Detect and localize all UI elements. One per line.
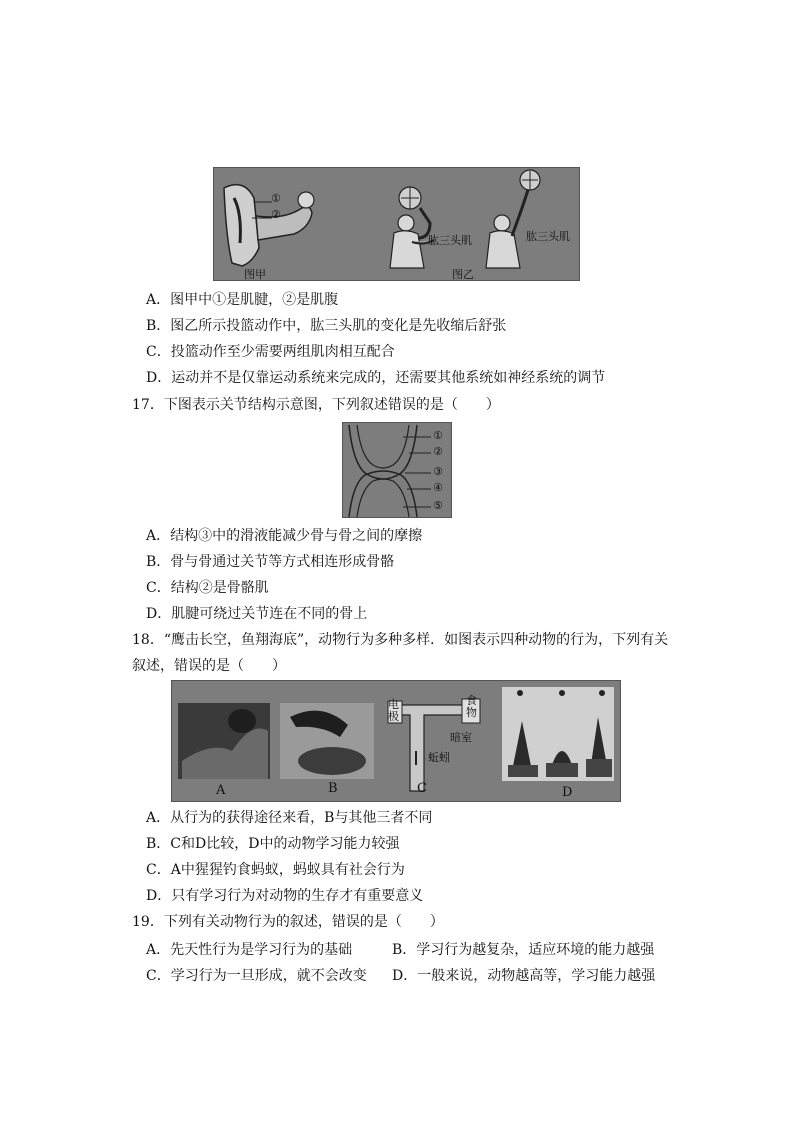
figure-caption-c: C xyxy=(417,781,427,796)
figure-caption-b: B xyxy=(328,781,338,796)
q16-option-d: D．运动并不是仅靠运动系统来完成的，还需要其他系统如神经系统的调节 xyxy=(146,370,606,386)
maze-label-darkroom: 暗室 xyxy=(450,731,472,744)
q17-stem: 17．下图表示关节结构示意图，下列叙述错误的是（ ） xyxy=(132,397,500,413)
q16-figure xyxy=(213,167,580,281)
joint-label-3: ③ xyxy=(433,465,443,478)
q19-option-d: D．一般来说，动物越高等，学习能力越强 xyxy=(392,968,656,984)
figure-caption-d: D xyxy=(562,785,573,800)
caption-a: 图甲 xyxy=(244,268,266,281)
q16-option-b: B．图乙所示投篮动作中，肱三头肌的变化是先收缩后舒张 xyxy=(146,318,507,334)
joint-label-5: ⑤ xyxy=(433,499,443,512)
arm-muscle-illustration xyxy=(214,168,580,281)
joint-label-1: ① xyxy=(433,429,443,442)
maze-label-food: 食物 xyxy=(466,694,477,719)
q19-option-c: C．学习行为一旦形成，就不会改变 xyxy=(146,968,367,984)
muscle-label-b: 肱三头肌 xyxy=(526,230,570,243)
q17-joint-figure xyxy=(342,422,452,518)
q18-stem-line1: 18．“鹰击长空，鱼翔海底”，动物行为多种多样．如图表示四种动物的行为，下列有关 xyxy=(132,632,669,648)
q19-option-a: A．先天性行为是学习行为的基础 xyxy=(146,942,353,958)
label-1: ① xyxy=(271,192,281,205)
q19-stem: 19．下列有关动物行为的叙述，错误的是（ ） xyxy=(132,914,444,930)
q18-stem-line2: 叙述，错误的是（ ） xyxy=(132,658,286,674)
q19-option-b: B．学习行为越复杂，适应环境的能力越强 xyxy=(392,942,655,958)
joint-label-4: ④ xyxy=(433,481,443,494)
q18-option-b: B．C和D比较，D中的动物学习能力较强 xyxy=(146,836,400,852)
q18-option-a: A．从行为的获得途径来看，B与其他三者不同 xyxy=(146,810,433,826)
q17-option-a: A．结构③中的滑液能减少骨与骨之间的摩擦 xyxy=(146,528,423,544)
label-2: ② xyxy=(271,208,281,221)
figure-caption-a: A xyxy=(216,783,226,798)
maze-label-electrode: 电极 xyxy=(388,698,399,723)
maze-label-worm: 蚯蚓 xyxy=(428,751,450,764)
q18-option-c: C．A中猩猩钓食蚂蚁，蚂蚁具有社会行为 xyxy=(146,862,405,878)
caption-b: 图乙 xyxy=(452,268,474,281)
q18-figure xyxy=(171,680,621,802)
q16-option-c: C．投篮动作至少需要两组肌肉相互配合 xyxy=(146,344,395,360)
joint-label-2: ② xyxy=(433,445,443,458)
q16-option-a: A．图甲中①是肌腱，②是肌腹 xyxy=(146,292,339,308)
q18-option-d: D．只有学习行为对动物的生存才有重要意义 xyxy=(146,888,424,904)
q17-option-b: B．骨与骨通过关节等方式相连形成骨骼 xyxy=(146,554,395,570)
q17-option-d: D．肌腱可绕过关节连在不同的骨上 xyxy=(146,606,368,622)
q17-option-c: C．结构②是骨骼肌 xyxy=(146,580,269,596)
muscle-label-a: 肱三头肌 xyxy=(428,234,472,247)
